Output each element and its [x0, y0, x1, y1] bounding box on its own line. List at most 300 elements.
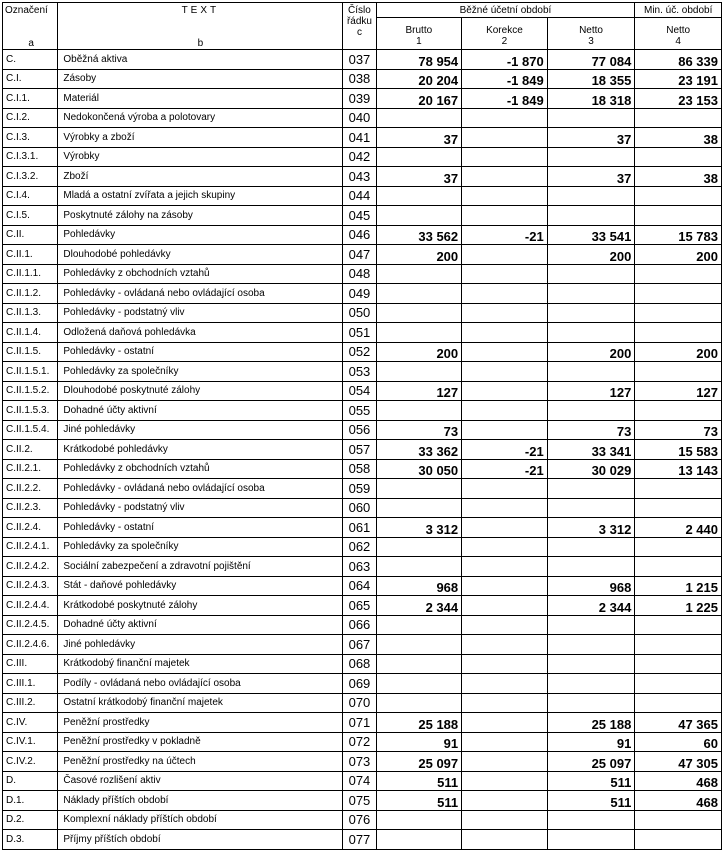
row-netto-previous	[635, 830, 722, 850]
table-row	[3, 167, 722, 187]
row-line-number: 058	[343, 459, 376, 479]
table-row	[3, 576, 722, 596]
row-line-number: 055	[343, 401, 376, 421]
row-designation: C.II.2.4.6.	[3, 635, 58, 655]
row-text: Zásoby	[58, 69, 343, 89]
row-netto-previous: 13 143	[635, 459, 722, 479]
header-netto-no: 3	[588, 36, 594, 47]
row-korekce: -21	[462, 225, 548, 245]
row-netto-previous	[635, 537, 722, 557]
table-row	[3, 342, 722, 362]
row-netto	[547, 615, 635, 635]
row-line-number: 041	[343, 128, 376, 148]
row-netto-previous: 60	[635, 732, 722, 752]
table-row	[3, 89, 722, 109]
row-line-number: 037	[343, 50, 376, 70]
header-cislo-radku	[343, 3, 376, 50]
header-oznaceni-title: Označení	[5, 5, 48, 16]
row-netto-previous	[635, 206, 722, 226]
row-line-number: 047	[343, 245, 376, 265]
row-korekce	[462, 674, 548, 694]
row-korekce	[462, 752, 548, 772]
row-netto-previous: 1 225	[635, 596, 722, 616]
header-netto-label: Netto	[579, 25, 603, 36]
row-designation: C.II.1.5.	[3, 342, 58, 362]
row-netto-previous	[635, 264, 722, 284]
row-text: Krátkodobé poskytnuté zálohy	[58, 596, 343, 616]
row-netto	[547, 479, 635, 499]
row-brutto	[376, 303, 462, 323]
row-text: Peněžní prostředky	[58, 713, 343, 733]
row-korekce	[462, 381, 548, 401]
row-text: Pohledávky za společníky	[58, 537, 343, 557]
row-netto-previous	[635, 674, 722, 694]
table-row	[3, 381, 722, 401]
row-text: Sociální zabezpečení a zdravotní pojištění	[58, 557, 343, 577]
row-line-number: 048	[343, 264, 376, 284]
row-line-number: 043	[343, 167, 376, 187]
row-brutto: 30 050	[376, 459, 462, 479]
row-korekce: -21	[462, 459, 548, 479]
row-designation: C.II.	[3, 225, 58, 245]
row-netto-previous: 15 583	[635, 440, 722, 460]
row-netto-previous	[635, 323, 722, 343]
row-netto	[547, 206, 635, 226]
row-line-number: 052	[343, 342, 376, 362]
table-row	[3, 440, 722, 460]
row-line-number: 066	[343, 615, 376, 635]
header-netto	[547, 18, 635, 50]
table-row	[3, 186, 722, 206]
table-row	[3, 830, 722, 850]
table-row	[3, 303, 722, 323]
row-brutto	[376, 284, 462, 304]
row-designation: C.I.3.	[3, 128, 58, 148]
row-brutto: 3 312	[376, 518, 462, 538]
row-netto: 33 541	[547, 225, 635, 245]
row-text: Pohledávky za společníky	[58, 362, 343, 382]
row-designation: C.II.2.	[3, 440, 58, 460]
row-korekce	[462, 303, 548, 323]
row-netto: 37	[547, 167, 635, 187]
row-brutto	[376, 830, 462, 850]
row-brutto: 200	[376, 245, 462, 265]
row-designation: C.II.2.3.	[3, 498, 58, 518]
row-netto-previous: 15 783	[635, 225, 722, 245]
row-brutto	[376, 810, 462, 830]
row-text: Zboží	[58, 167, 343, 187]
row-korekce	[462, 128, 548, 148]
row-netto	[547, 108, 635, 128]
row-designation: C.II.1.5.4.	[3, 420, 58, 440]
row-korekce	[462, 245, 548, 265]
row-brutto	[376, 108, 462, 128]
row-korekce	[462, 713, 548, 733]
row-korekce	[462, 479, 548, 499]
row-text: Krátkodobé pohledávky	[58, 440, 343, 460]
row-netto-previous: 86 339	[635, 50, 722, 70]
row-netto	[547, 323, 635, 343]
row-text: Dohadné účty aktivní	[58, 401, 343, 421]
row-line-number: 077	[343, 830, 376, 850]
row-netto-previous: 468	[635, 791, 722, 811]
row-netto: 18 355	[547, 69, 635, 89]
row-line-number: 051	[343, 323, 376, 343]
row-netto-previous: 200	[635, 342, 722, 362]
header-text-title: TEXT	[181, 5, 220, 16]
table-row	[3, 206, 722, 226]
row-netto-previous	[635, 401, 722, 421]
row-brutto: 511	[376, 791, 462, 811]
row-line-number: 072	[343, 732, 376, 752]
row-brutto: 20 204	[376, 69, 462, 89]
table-row	[3, 362, 722, 382]
row-netto: 511	[547, 791, 635, 811]
row-netto: 91	[547, 732, 635, 752]
row-korekce	[462, 635, 548, 655]
row-brutto: 25 097	[376, 752, 462, 772]
table-row	[3, 108, 722, 128]
row-designation: C.II.1.5.3.	[3, 401, 58, 421]
row-text: Mladá a ostatní zvířata a jejich skupiny	[58, 186, 343, 206]
row-line-number: 075	[343, 791, 376, 811]
row-korekce	[462, 362, 548, 382]
row-netto: 33 341	[547, 440, 635, 460]
header-previous-period: Min. úč. období	[635, 3, 722, 18]
row-text: Podíly - ovládaná nebo ovládající osoba	[58, 674, 343, 694]
row-text: Pohledávky	[58, 225, 343, 245]
row-line-number: 039	[343, 89, 376, 109]
row-brutto	[376, 362, 462, 382]
header-korekce-label: Korekce	[486, 25, 523, 36]
row-korekce: -1 849	[462, 89, 548, 109]
row-korekce	[462, 771, 548, 791]
row-text: Pohledávky - ovládaná nebo ovládající osoba	[58, 284, 343, 304]
row-netto-previous	[635, 284, 722, 304]
row-netto	[547, 362, 635, 382]
table-row	[3, 693, 722, 713]
row-line-number: 046	[343, 225, 376, 245]
row-designation: C.IV.	[3, 713, 58, 733]
row-designation: D.1.	[3, 791, 58, 811]
row-netto	[547, 537, 635, 557]
row-brutto	[376, 147, 462, 167]
row-netto-previous	[635, 693, 722, 713]
row-line-number: 073	[343, 752, 376, 772]
row-brutto: 25 188	[376, 713, 462, 733]
row-line-number: 060	[343, 498, 376, 518]
row-netto-previous	[635, 479, 722, 499]
header-oznaceni-letter: a	[28, 38, 34, 49]
table-row	[3, 615, 722, 635]
row-text: Příjmy příštích období	[58, 830, 343, 850]
row-brutto	[376, 323, 462, 343]
row-brutto	[376, 186, 462, 206]
row-korekce: -21	[462, 440, 548, 460]
row-line-number: 065	[343, 596, 376, 616]
row-korekce: -1 870	[462, 50, 548, 70]
row-brutto	[376, 635, 462, 655]
row-netto	[547, 147, 635, 167]
row-designation: C.II.2.4.5.	[3, 615, 58, 635]
table-row	[3, 69, 722, 89]
row-netto-previous	[635, 108, 722, 128]
row-text: Výrobky a zboží	[58, 128, 343, 148]
table-row	[3, 284, 722, 304]
row-line-number: 044	[343, 186, 376, 206]
table-row	[3, 713, 722, 733]
row-netto: 200	[547, 245, 635, 265]
row-line-number: 062	[343, 537, 376, 557]
row-netto-previous	[635, 303, 722, 323]
row-korekce	[462, 420, 548, 440]
row-netto	[547, 810, 635, 830]
table-row	[3, 147, 722, 167]
row-designation: C.II.1.3.	[3, 303, 58, 323]
row-netto-previous: 468	[635, 771, 722, 791]
table-row	[3, 479, 722, 499]
row-netto-previous	[635, 186, 722, 206]
header-brutto	[376, 18, 462, 50]
row-text: Dlouhodobé poskytnuté zálohy	[58, 381, 343, 401]
row-netto-previous	[635, 810, 722, 830]
row-line-number: 057	[343, 440, 376, 460]
row-text: Poskytnuté zálohy na zásoby	[58, 206, 343, 226]
table-row	[3, 50, 722, 70]
row-netto	[547, 186, 635, 206]
row-designation: C.II.2.4.4.	[3, 596, 58, 616]
row-netto: 127	[547, 381, 635, 401]
row-designation: C.IV.2.	[3, 752, 58, 772]
row-designation: C.II.1.4.	[3, 323, 58, 343]
header-korekce-no: 2	[501, 36, 508, 47]
table-row	[3, 498, 722, 518]
header-korekce	[462, 18, 548, 50]
row-netto: 200	[547, 342, 635, 362]
row-text: Oběžná aktiva	[58, 50, 343, 70]
row-brutto	[376, 537, 462, 557]
row-brutto	[376, 693, 462, 713]
row-netto: 18 318	[547, 89, 635, 109]
row-text: Dohadné účty aktivní	[58, 615, 343, 635]
row-line-number: 070	[343, 693, 376, 713]
row-korekce	[462, 264, 548, 284]
row-korekce	[462, 284, 548, 304]
row-netto: 25 097	[547, 752, 635, 772]
row-text: Jiné pohledávky	[58, 635, 343, 655]
row-brutto	[376, 654, 462, 674]
row-korekce	[462, 576, 548, 596]
row-korekce	[462, 342, 548, 362]
row-line-number: 038	[343, 69, 376, 89]
row-netto	[547, 654, 635, 674]
table-row	[3, 771, 722, 791]
row-text: Pohledávky z obchodních vztahů	[58, 264, 343, 284]
row-korekce	[462, 401, 548, 421]
row-netto-previous: 38	[635, 128, 722, 148]
row-brutto: 127	[376, 381, 462, 401]
row-designation: C.II.1.2.	[3, 284, 58, 304]
row-netto-previous: 127	[635, 381, 722, 401]
header-brutto-label: Brutto	[405, 25, 433, 36]
row-brutto	[376, 615, 462, 635]
row-netto-previous	[635, 557, 722, 577]
row-korekce	[462, 654, 548, 674]
row-brutto	[376, 206, 462, 226]
table-row	[3, 459, 722, 479]
table-row	[3, 635, 722, 655]
row-korekce	[462, 498, 548, 518]
row-korekce	[462, 830, 548, 850]
row-line-number: 054	[343, 381, 376, 401]
row-netto-previous	[635, 498, 722, 518]
row-designation: C.II.1.5.2.	[3, 381, 58, 401]
row-designation: C.I.4.	[3, 186, 58, 206]
table-row	[3, 245, 722, 265]
row-text: Peněžní prostředky na účtech	[58, 752, 343, 772]
row-line-number: 049	[343, 284, 376, 304]
row-korekce	[462, 732, 548, 752]
row-designation: C.I.3.2.	[3, 167, 58, 187]
row-designation: C.III.	[3, 654, 58, 674]
row-netto: 25 188	[547, 713, 635, 733]
row-designation: C.I.3.1.	[3, 147, 58, 167]
row-line-number: 042	[343, 147, 376, 167]
row-netto-previous: 47 305	[635, 752, 722, 772]
row-text: Ostatní krátkodobý finanční majetek	[58, 693, 343, 713]
row-line-number: 045	[343, 206, 376, 226]
row-text: Dlouhodobé pohledávky	[58, 245, 343, 265]
row-netto	[547, 830, 635, 850]
row-brutto: 37	[376, 167, 462, 187]
row-netto	[547, 674, 635, 694]
row-line-number: 067	[343, 635, 376, 655]
row-netto	[547, 303, 635, 323]
row-korekce	[462, 557, 548, 577]
row-korekce	[462, 518, 548, 538]
row-netto	[547, 635, 635, 655]
row-netto	[547, 693, 635, 713]
header-cislo-line1: Číslo	[348, 5, 371, 16]
row-brutto	[376, 401, 462, 421]
row-designation: C.I.5.	[3, 206, 58, 226]
header-cislo-letter: c	[356, 27, 362, 38]
row-line-number: 071	[343, 713, 376, 733]
row-line-number: 056	[343, 420, 376, 440]
row-text: Materiál	[58, 89, 343, 109]
table-row	[3, 128, 722, 148]
row-designation: C.II.2.4.	[3, 518, 58, 538]
row-netto	[547, 557, 635, 577]
row-designation: C.I.2.	[3, 108, 58, 128]
row-designation: D.2.	[3, 810, 58, 830]
header-cislo-line2: řádku	[346, 16, 372, 27]
row-netto: 77 084	[547, 50, 635, 70]
row-netto-previous: 73	[635, 420, 722, 440]
row-netto-previous	[635, 362, 722, 382]
row-text: Náklady příštích období	[58, 791, 343, 811]
row-text: Peněžní prostředky v pokladně	[58, 732, 343, 752]
table-row	[3, 732, 722, 752]
table-row	[3, 401, 722, 421]
row-netto-previous: 2 440	[635, 518, 722, 538]
row-netto-previous	[635, 635, 722, 655]
row-netto: 37	[547, 128, 635, 148]
row-text: Pohledávky - ovládaná nebo ovládající osoba	[58, 479, 343, 499]
row-netto: 968	[547, 576, 635, 596]
row-line-number: 053	[343, 362, 376, 382]
row-text: Odložená daňová pohledávka	[58, 323, 343, 343]
row-brutto: 511	[376, 771, 462, 791]
row-korekce	[462, 323, 548, 343]
row-brutto: 33 362	[376, 440, 462, 460]
row-text: Stát - daňové pohledávky	[58, 576, 343, 596]
table-row	[3, 225, 722, 245]
row-netto: 30 029	[547, 459, 635, 479]
row-designation: C.II.1.5.1.	[3, 362, 58, 382]
row-korekce	[462, 186, 548, 206]
row-line-number: 076	[343, 810, 376, 830]
table-row	[3, 752, 722, 772]
table-row	[3, 791, 722, 811]
header-netto-previous	[635, 18, 722, 50]
row-netto-previous: 38	[635, 167, 722, 187]
row-text: Pohledávky - ostatní	[58, 518, 343, 538]
row-netto-previous	[635, 654, 722, 674]
row-korekce	[462, 615, 548, 635]
row-korekce	[462, 167, 548, 187]
table-row	[3, 264, 722, 284]
row-netto: 3 312	[547, 518, 635, 538]
row-text: Pohledávky - ostatní	[58, 342, 343, 362]
header-brutto-no: 1	[416, 36, 422, 47]
row-designation: C.II.2.4.2.	[3, 557, 58, 577]
row-brutto: 968	[376, 576, 462, 596]
row-korekce	[462, 108, 548, 128]
row-line-number: 064	[343, 576, 376, 596]
row-netto-previous: 23 191	[635, 69, 722, 89]
row-korekce	[462, 147, 548, 167]
row-brutto: 20 167	[376, 89, 462, 109]
row-korekce: -1 849	[462, 69, 548, 89]
row-line-number: 074	[343, 771, 376, 791]
row-line-number: 063	[343, 557, 376, 577]
row-designation: C.II.2.1.	[3, 459, 58, 479]
row-netto-previous: 1 215	[635, 576, 722, 596]
row-text: Krátkodobý finanční majetek	[58, 654, 343, 674]
row-korekce	[462, 693, 548, 713]
row-designation: C.II.2.4.3.	[3, 576, 58, 596]
row-brutto: 37	[376, 128, 462, 148]
table-row	[3, 518, 722, 538]
row-netto-previous	[635, 147, 722, 167]
row-designation: C.I.	[3, 69, 58, 89]
row-netto: 73	[547, 420, 635, 440]
row-netto	[547, 498, 635, 518]
row-brutto	[376, 264, 462, 284]
row-brutto	[376, 479, 462, 499]
row-designation: C.I.1.	[3, 89, 58, 109]
row-korekce	[462, 537, 548, 557]
row-text: Výrobky	[58, 147, 343, 167]
row-designation: C.	[3, 50, 58, 70]
row-text: Nedokončená výroba a polotovary	[58, 108, 343, 128]
row-korekce	[462, 810, 548, 830]
row-netto: 511	[547, 771, 635, 791]
row-text: Časové rozlišení aktiv	[58, 771, 343, 791]
row-line-number: 061	[343, 518, 376, 538]
row-netto	[547, 401, 635, 421]
